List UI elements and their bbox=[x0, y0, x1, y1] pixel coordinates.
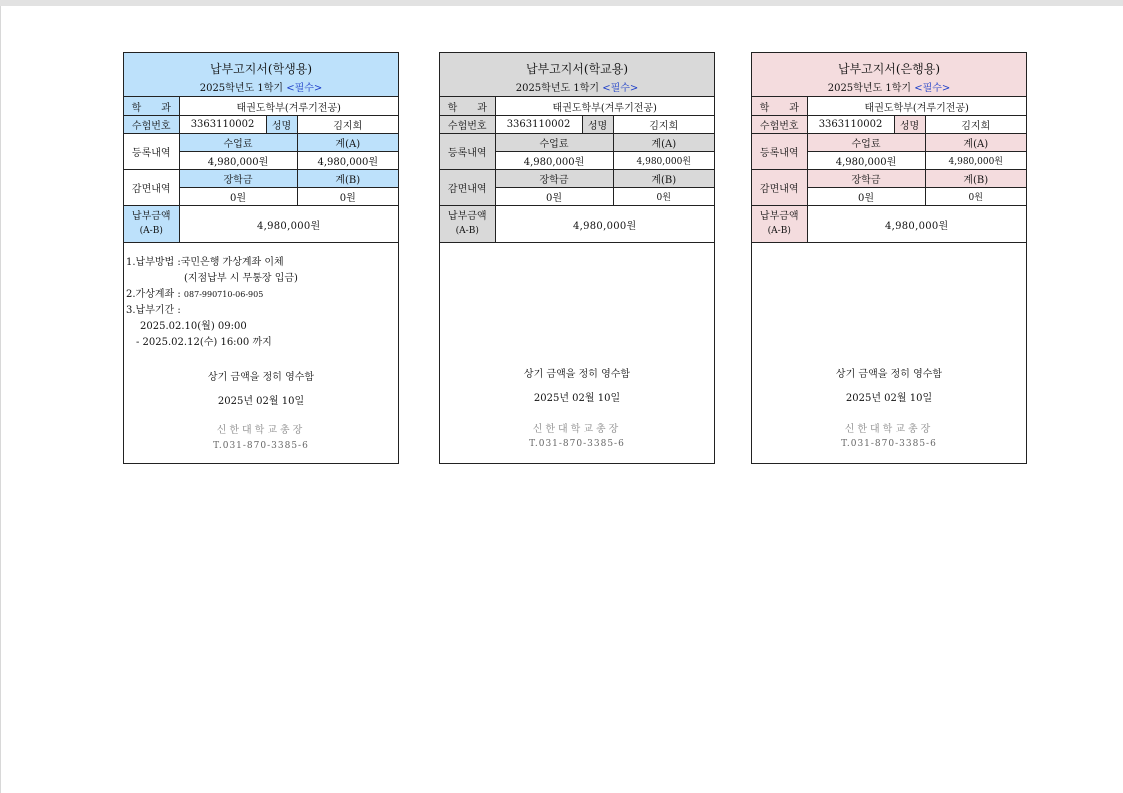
slip-subtitle bbox=[752, 78, 1026, 94]
semester-text: 2025학년도 1학기 bbox=[515, 83, 600, 94]
slip-header bbox=[124, 53, 398, 97]
required-tag: <필수> bbox=[286, 83, 323, 94]
tuition-label: 수업료 bbox=[807, 134, 925, 152]
semester-text: 2025학년도 1학기 bbox=[827, 83, 912, 94]
tuition-value: 4,980,000원 bbox=[495, 152, 613, 170]
department-value: 태권도학부(겨루기전공) bbox=[179, 97, 398, 116]
receipt-statement: 상기 금액을 정히 영수함 bbox=[523, 369, 631, 380]
payment-label bbox=[124, 206, 179, 243]
issuer-phone: T.031-870-3385-6 bbox=[213, 441, 309, 451]
receipt-statement: 상기 금액을 정히 영수함 bbox=[207, 372, 315, 383]
scholarship-label: 장학금 bbox=[807, 170, 925, 188]
department-label: 학 과 bbox=[124, 97, 179, 116]
payment-slip-student bbox=[123, 52, 399, 464]
exam-no-label: 수험번호 bbox=[440, 116, 495, 134]
method-value: 국민은행 가상계좌 이체 bbox=[180, 257, 284, 268]
payment-label-line1: 납부금액 bbox=[759, 211, 799, 222]
tuition-value: 4,980,000원 bbox=[179, 152, 297, 170]
account-line bbox=[126, 287, 298, 303]
issuer-name: 신한대학교총장 bbox=[216, 425, 306, 436]
payment-label-line1: 납부금액 bbox=[447, 211, 487, 222]
slip-title: 납부고지서(은행용) bbox=[837, 62, 941, 76]
scholarship-label: 장학금 bbox=[495, 170, 613, 188]
issuer-name: 신한대학교총장 bbox=[532, 424, 622, 435]
slip-subtitle bbox=[124, 78, 398, 94]
registration-label: 등록내역 bbox=[752, 134, 807, 170]
total-b-value: 0원 bbox=[925, 188, 1026, 206]
slip-table bbox=[124, 97, 398, 243]
tuition-label: 수업료 bbox=[179, 134, 297, 152]
total-a-label: 계(A) bbox=[297, 134, 398, 152]
reduction-label: 감면내역 bbox=[440, 170, 495, 206]
receipt-statement: 상기 금액을 정히 영수함 bbox=[835, 369, 943, 380]
top-border bbox=[0, 0, 1123, 6]
tuition-label: 수업료 bbox=[495, 134, 613, 152]
exam-no-label: 수험번호 bbox=[752, 116, 807, 134]
name-value: 김지희 bbox=[925, 116, 1026, 134]
issue-date: 2025년 02월 10일 bbox=[533, 393, 621, 404]
name-value: 김지희 bbox=[297, 116, 398, 134]
exam-no-value: 3363110002 bbox=[495, 116, 582, 134]
registration-label: 등록내역 bbox=[124, 134, 179, 170]
registration-label: 등록내역 bbox=[440, 134, 495, 170]
total-b-label: 계(B) bbox=[925, 170, 1026, 188]
issuer-phone: T.031-870-3385-6 bbox=[841, 439, 937, 449]
payment-value: 4,980,000원 bbox=[179, 206, 398, 243]
payment-value: 4,980,000원 bbox=[495, 206, 714, 243]
payment-label bbox=[752, 206, 807, 243]
method-note: (지점납부 시 무통장 입금) bbox=[184, 273, 298, 284]
payment-slip-bank bbox=[751, 52, 1027, 464]
slip-header bbox=[440, 53, 714, 97]
payment-label-line1: 납부금액 bbox=[131, 211, 171, 222]
period-start: 2025.02.10(월) 09:00 bbox=[140, 321, 247, 332]
total-a-value: 4,980,000원 bbox=[297, 152, 398, 170]
total-b-label: 계(B) bbox=[613, 170, 714, 188]
method-label: 1.납부방법 : bbox=[126, 257, 181, 268]
reduction-label: 감면내역 bbox=[752, 170, 807, 206]
total-a-label: 계(A) bbox=[925, 134, 1026, 152]
period-end: - 2025.02.12(수) 16:00 까지 bbox=[136, 337, 272, 348]
department-value: 태권도학부(겨루기전공) bbox=[495, 97, 714, 116]
payment-label bbox=[440, 206, 495, 243]
total-b-value: 0원 bbox=[297, 188, 398, 206]
issue-date: 2025년 02월 10일 bbox=[845, 393, 933, 404]
slip-title: 납부고지서(학생용) bbox=[209, 62, 313, 76]
payment-value: 4,980,000원 bbox=[807, 206, 1026, 243]
scholarship-value: 0원 bbox=[179, 188, 297, 206]
tuition-value: 4,980,000원 bbox=[807, 152, 925, 170]
total-a-label: 계(A) bbox=[613, 134, 714, 152]
account-value: 087-990710-06-905 bbox=[183, 290, 264, 299]
slip-table bbox=[752, 97, 1026, 243]
department-label: 학 과 bbox=[440, 97, 495, 116]
reduction-label: 감면내역 bbox=[124, 170, 179, 206]
scholarship-label: 장학금 bbox=[179, 170, 297, 188]
slip-header bbox=[752, 53, 1026, 97]
exam-no-value: 3363110002 bbox=[807, 116, 894, 134]
department-value: 태권도학부(겨루기전공) bbox=[807, 97, 1026, 116]
exam-no-label: 수험번호 bbox=[124, 116, 179, 134]
name-value: 김지희 bbox=[613, 116, 714, 134]
payment-label-line2: (A-B) bbox=[767, 226, 791, 236]
payment-label-line2: (A-B) bbox=[455, 226, 479, 236]
department-label: 학 과 bbox=[752, 97, 807, 116]
account-label: 2.가상계좌 : bbox=[126, 289, 181, 300]
slip-title: 납부고지서(학교용) bbox=[525, 62, 629, 76]
payment-label-line2: (A-B) bbox=[139, 226, 163, 236]
payment-notes bbox=[126, 255, 298, 351]
total-a-value: 4,980,000원 bbox=[925, 152, 1026, 170]
left-border bbox=[0, 6, 1, 793]
total-b-value: 0원 bbox=[613, 188, 714, 206]
issuer-phone: T.031-870-3385-6 bbox=[529, 439, 625, 449]
semester-text: 2025학년도 1학기 bbox=[199, 83, 284, 94]
exam-no-value: 3363110002 bbox=[179, 116, 266, 134]
scholarship-value: 0원 bbox=[495, 188, 613, 206]
payment-slip-school bbox=[439, 52, 715, 464]
name-label: 성명 bbox=[266, 116, 297, 134]
name-label: 성명 bbox=[582, 116, 613, 134]
required-tag: <필수> bbox=[602, 83, 639, 94]
name-label: 성명 bbox=[894, 116, 925, 134]
required-tag: <필수> bbox=[914, 83, 951, 94]
slip-subtitle bbox=[440, 78, 714, 94]
total-b-label: 계(B) bbox=[297, 170, 398, 188]
scholarship-value: 0원 bbox=[807, 188, 925, 206]
issue-date: 2025년 02월 10일 bbox=[217, 396, 305, 407]
issuer-name: 신한대학교총장 bbox=[844, 424, 934, 435]
method-line bbox=[126, 255, 298, 271]
period-label: 3.납부기간 : bbox=[126, 305, 181, 316]
slip-table bbox=[440, 97, 714, 243]
total-a-value: 4,980,000원 bbox=[613, 152, 714, 170]
